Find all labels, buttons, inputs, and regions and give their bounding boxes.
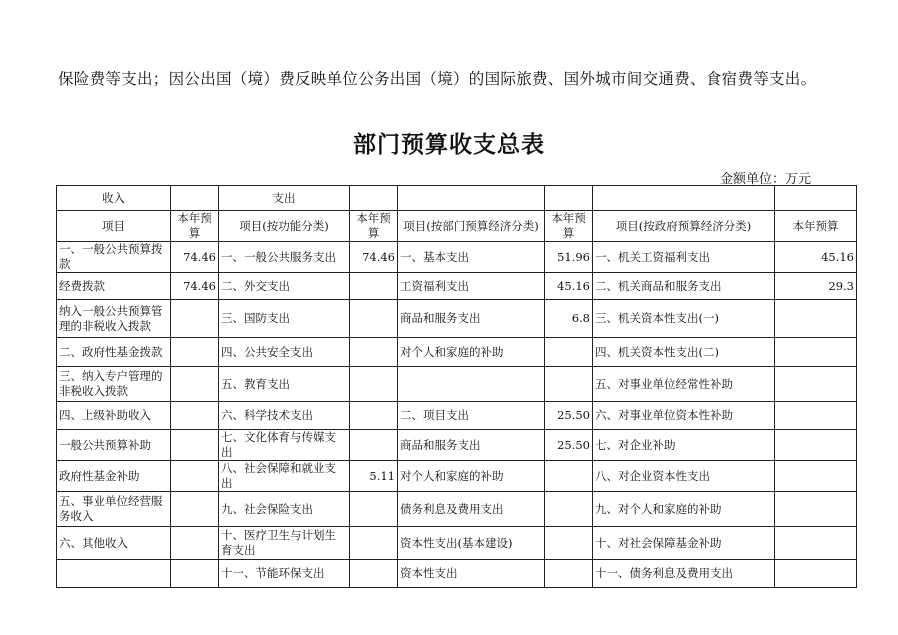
column-header: 本年预算 (171, 211, 219, 242)
empty-cell (545, 186, 593, 211)
column-header: 本年预算 (775, 211, 857, 242)
table-row (57, 527, 857, 560)
amount-cell (775, 402, 857, 430)
budget-summary-table (56, 185, 857, 588)
item-cell: 十一、债务利息及费用支出 (593, 560, 775, 588)
amount-cell: 45.16 (775, 242, 857, 273)
amount-cell (775, 300, 857, 338)
table-row (57, 402, 857, 430)
item-cell: 五、事业单位经营服务收入 (57, 492, 171, 527)
item-cell: 四、机关资本性支出(二) (593, 338, 775, 367)
item-cell (398, 367, 545, 402)
empty-cell (775, 186, 857, 211)
item-cell: 政府性基金补助 (57, 461, 171, 492)
item-cell: 八、对企业资本性支出 (593, 461, 775, 492)
income-group-header: 收入 (57, 186, 171, 211)
item-cell: 二、外交支出 (219, 273, 350, 300)
table-row (57, 338, 857, 367)
item-cell: 三、国防支出 (219, 300, 350, 338)
amount-cell (350, 402, 398, 430)
item-cell: 七、对企业补助 (593, 430, 775, 461)
empty-cell (350, 186, 398, 211)
amount-cell: 51.96 (545, 242, 593, 273)
item-cell: 八、社会保障和就业支出 (219, 461, 350, 492)
amount-cell (775, 560, 857, 588)
column-header: 项目 (57, 211, 171, 242)
amount-cell (350, 430, 398, 461)
item-cell: 经费拨款 (57, 273, 171, 300)
table-row (57, 492, 857, 527)
amount-cell (171, 338, 219, 367)
amount-cell: 45.16 (545, 273, 593, 300)
column-header: 项目(按政府预算经济分类) (593, 211, 775, 242)
empty-cell (398, 186, 545, 211)
item-cell: 一、基本支出 (398, 242, 545, 273)
column-header: 本年预算 (350, 211, 398, 242)
item-cell: 九、社会保险支出 (219, 492, 350, 527)
amount-cell: 6.8 (545, 300, 593, 338)
item-cell: 一、一般公共预算拨款 (57, 242, 171, 273)
item-cell: 二、政府性基金拨款 (57, 338, 171, 367)
empty-cell (593, 186, 775, 211)
amount-cell (350, 300, 398, 338)
amount-cell (350, 527, 398, 560)
item-cell: 四、上级补助收入 (57, 402, 171, 430)
amount-cell (775, 338, 857, 367)
amount-cell (545, 367, 593, 402)
amount-cell: 25.50 (545, 430, 593, 461)
item-cell: 十一、节能环保支出 (219, 560, 350, 588)
amount-cell (171, 527, 219, 560)
item-cell: 三、机关资本性支出(一) (593, 300, 775, 338)
table-row (57, 430, 857, 461)
table-row (57, 367, 857, 402)
amount-cell (171, 367, 219, 402)
amount-cell (545, 492, 593, 527)
column-header: 项目(按部门预算经济分类) (398, 211, 545, 242)
table-row (57, 300, 857, 338)
item-cell: 七、文化体育与传媒支出 (219, 430, 350, 461)
amount-cell (545, 338, 593, 367)
amount-cell (350, 273, 398, 300)
item-cell: 债务利息及费用支出 (398, 492, 545, 527)
amount-cell (775, 430, 857, 461)
item-cell: 六、对事业单位资本性补助 (593, 402, 775, 430)
column-header-row (57, 211, 857, 242)
item-cell: 六、其他收入 (57, 527, 171, 560)
column-header: 项目(按功能分类) (219, 211, 350, 242)
amount-cell (350, 492, 398, 527)
amount-cell (350, 560, 398, 588)
item-cell: 十、医疗卫生与计划生育支出 (219, 527, 350, 560)
item-cell: 二、机关商品和服务支出 (593, 273, 775, 300)
amount-cell: 5.11 (350, 461, 398, 492)
amount-cell (171, 492, 219, 527)
table-row (57, 560, 857, 588)
intro-paragraph: 保险费等支出；因公出国（境）费反映单位公务出国（境）的国际旅费、国外城市间交通费、食宿费等支出。 (58, 70, 817, 88)
item-cell: 五、教育支出 (219, 367, 350, 402)
page-title: 部门预算收支总表 (353, 132, 545, 158)
amount-cell (171, 300, 219, 338)
item-cell: 资本性支出 (398, 560, 545, 588)
table-row (57, 273, 857, 300)
item-cell: 一、一般公共服务支出 (219, 242, 350, 273)
amount-cell (775, 527, 857, 560)
amount-cell (545, 527, 593, 560)
item-cell: 资本性支出(基本建设) (398, 527, 545, 560)
item-cell: 六、科学技术支出 (219, 402, 350, 430)
item-cell: 五、对事业单位经常性补助 (593, 367, 775, 402)
currency-unit-label: 金额单位：万元 (720, 172, 812, 187)
item-cell: 对个人和家庭的补助 (398, 461, 545, 492)
table-row (57, 461, 857, 492)
amount-cell (350, 367, 398, 402)
amount-cell: 74.46 (171, 273, 219, 300)
item-cell: 商品和服务支出 (398, 430, 545, 461)
amount-cell (171, 461, 219, 492)
amount-cell: 74.46 (171, 242, 219, 273)
table-row (57, 242, 857, 273)
item-cell: 四、公共安全支出 (219, 338, 350, 367)
amount-cell (171, 430, 219, 461)
amount-cell (171, 560, 219, 588)
amount-cell (775, 492, 857, 527)
item-cell: 纳入一般公共预算管理的非税收入拨款 (57, 300, 171, 338)
amount-cell (775, 367, 857, 402)
amount-cell (545, 461, 593, 492)
amount-cell: 29.3 (775, 273, 857, 300)
amount-cell (350, 338, 398, 367)
amount-cell: 74.46 (350, 242, 398, 273)
item-cell: 二、项目支出 (398, 402, 545, 430)
item-cell: 十、对社会保障基金补助 (593, 527, 775, 560)
item-cell (57, 560, 171, 588)
amount-cell: 25.50 (545, 402, 593, 430)
item-cell: 九、对个人和家庭的补助 (593, 492, 775, 527)
item-cell: 对个人和家庭的补助 (398, 338, 545, 367)
amount-cell (775, 461, 857, 492)
amount-cell (171, 402, 219, 430)
empty-cell (171, 186, 219, 211)
item-cell: 一、机关工资福利支出 (593, 242, 775, 273)
item-cell: 三、纳入专户管理的非税收入拨款 (57, 367, 171, 402)
table-body (57, 242, 857, 588)
group-header-row (57, 186, 857, 211)
item-cell: 工资福利支出 (398, 273, 545, 300)
column-header: 本年预算 (545, 211, 593, 242)
amount-cell (545, 560, 593, 588)
expense-group-header: 支出 (219, 186, 350, 211)
item-cell: 一般公共预算补助 (57, 430, 171, 461)
item-cell: 商品和服务支出 (398, 300, 545, 338)
